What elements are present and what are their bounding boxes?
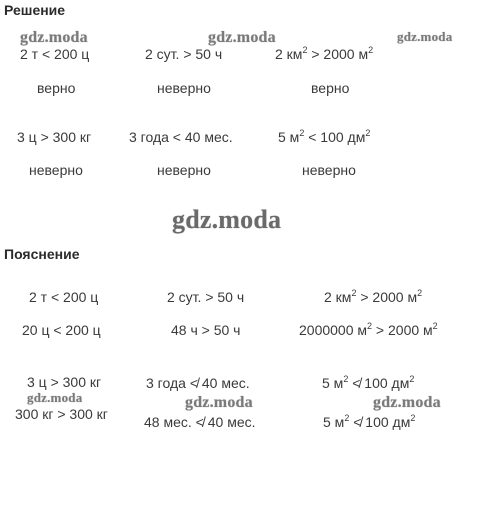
watermark-text: gdz.moda [397,29,453,44]
explanation-heading: Пояснение [4,246,80,262]
solution-expr-4: 3 ц > 300 кг [17,129,92,145]
watermark-text: gdz.moda [27,390,83,405]
watermark-text: gdz.moda [185,394,253,411]
solution-expr-1: 2 т < 200 ц [20,46,90,62]
explanation-expr: 300 кг > 300 кг [15,406,108,422]
solution-verdict-2: неверно [157,80,211,96]
solution-verdict-1: верно [37,80,76,96]
explanation-expr: 2 т < 200 ц [29,289,99,305]
explanation-expr: 3 года ≮ 40 мес. [146,375,250,391]
solution-expr-6: 5 $м^2 < 100$ $дм^2$ [278,128,371,145]
explanation-expr: 5 $м^2$ ≮ 100 $дм^2$ [322,374,415,391]
solution-heading: Решение [4,2,66,18]
solution-verdict-3: верно [311,80,350,96]
watermark-text: gdz.moda [20,29,88,46]
solution-expr-3: 2 $км^2 > 2000$ $м^2$ [275,45,374,62]
watermark-text: gdz.moda [172,205,282,234]
solution-verdict-4: неверно [29,162,83,178]
explanation-expr: 2 $км^2 > 2000$ $м^2$ [324,288,423,305]
solution-expr-2: 2 сут. > 50 ч [145,46,223,62]
explanation-expr: 3 ц > 300 кг [27,374,102,390]
watermark-text: gdz.moda [208,29,276,46]
explanation-expr: 20 ц < 200 ц [22,322,101,338]
explanation-expr: 5 $м^2$ ≮ 100 $дм^2$ [323,413,416,430]
solution-verdict-6: неверно [302,162,356,178]
solution-verdict-5: неверно [157,162,211,178]
watermark-text: gdz.moda [373,394,441,411]
explanation-expr: 48 мес. ≮ 40 мес. [144,414,256,430]
explanation-expr: 2000000 $м^2 > 2000$ $м^2$ [299,321,438,338]
explanation-expr: 2 сут. > 50 ч [167,289,245,305]
solution-expr-5: 3 года < 40 мес. [129,129,233,145]
explanation-expr: 48 ч > 50 ч [171,322,241,338]
